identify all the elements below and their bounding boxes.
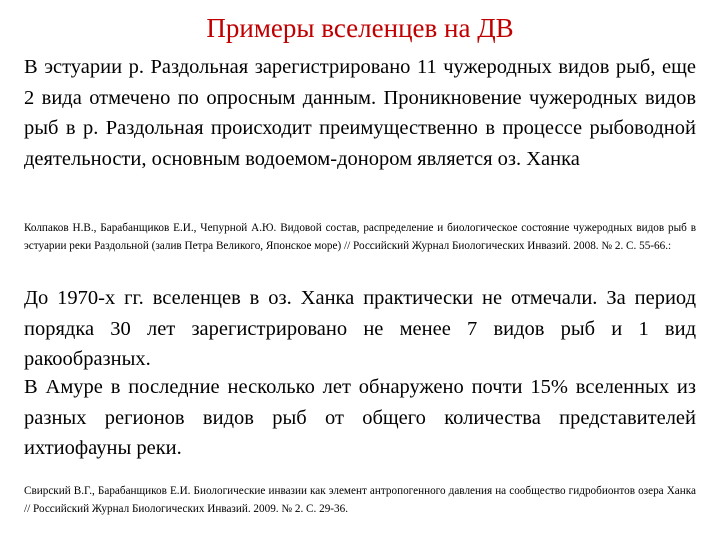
- reference-svirsky: Свирский В.Г., Барабанщиков Е.И. Биологические инвазии как элемент антропогенного давления на сообщество гидробионтов озера Ханка // Российский Журнал Биологических Инвазий. 2009. № 2. С. 29-36.: [24, 485, 696, 515]
- reference-kolpakov: Колпаков Н.В., Барабанщиков Е.И., Чепурной А.Ю. Видовой состав, распределение и биологическое состояние чужеродных видов рыб в эстуарии реки Раздольной (залив Петра Великого, Японское море) // Российский Журнал Биологических Инвазий. 2008. № 2. С. 55-66.:: [24, 222, 696, 252]
- paragraph-amur: В Амуре в последние несколько лет обнаружено почти 15% вселенных из разных регионов видов рыб от общего количества представителей ихтиофауны реки.: [24, 376, 696, 459]
- paragraph-khanka: До 1970-х гг. вселенцев в оз. Ханка практически не отмечали. За период порядка 30 лет зарегистрировано не менее 7 видов рыб и 1 вид ракообразных.: [24, 287, 696, 370]
- slide-title: Примеры вселенцев на ДВ: [206, 13, 514, 43]
- paragraph-razdolnaya: В эстуарии р. Раздольная зарегистрировано 11 чужеродных видов рыб, еще 2 вида отмечено по опросным данным. Проникновение чужеродных видов рыб в р. Раздольная происходит преимущественно в процессе рыбоводной деятельности, основным водоемом-донором является оз. Ханка: [24, 56, 696, 170]
